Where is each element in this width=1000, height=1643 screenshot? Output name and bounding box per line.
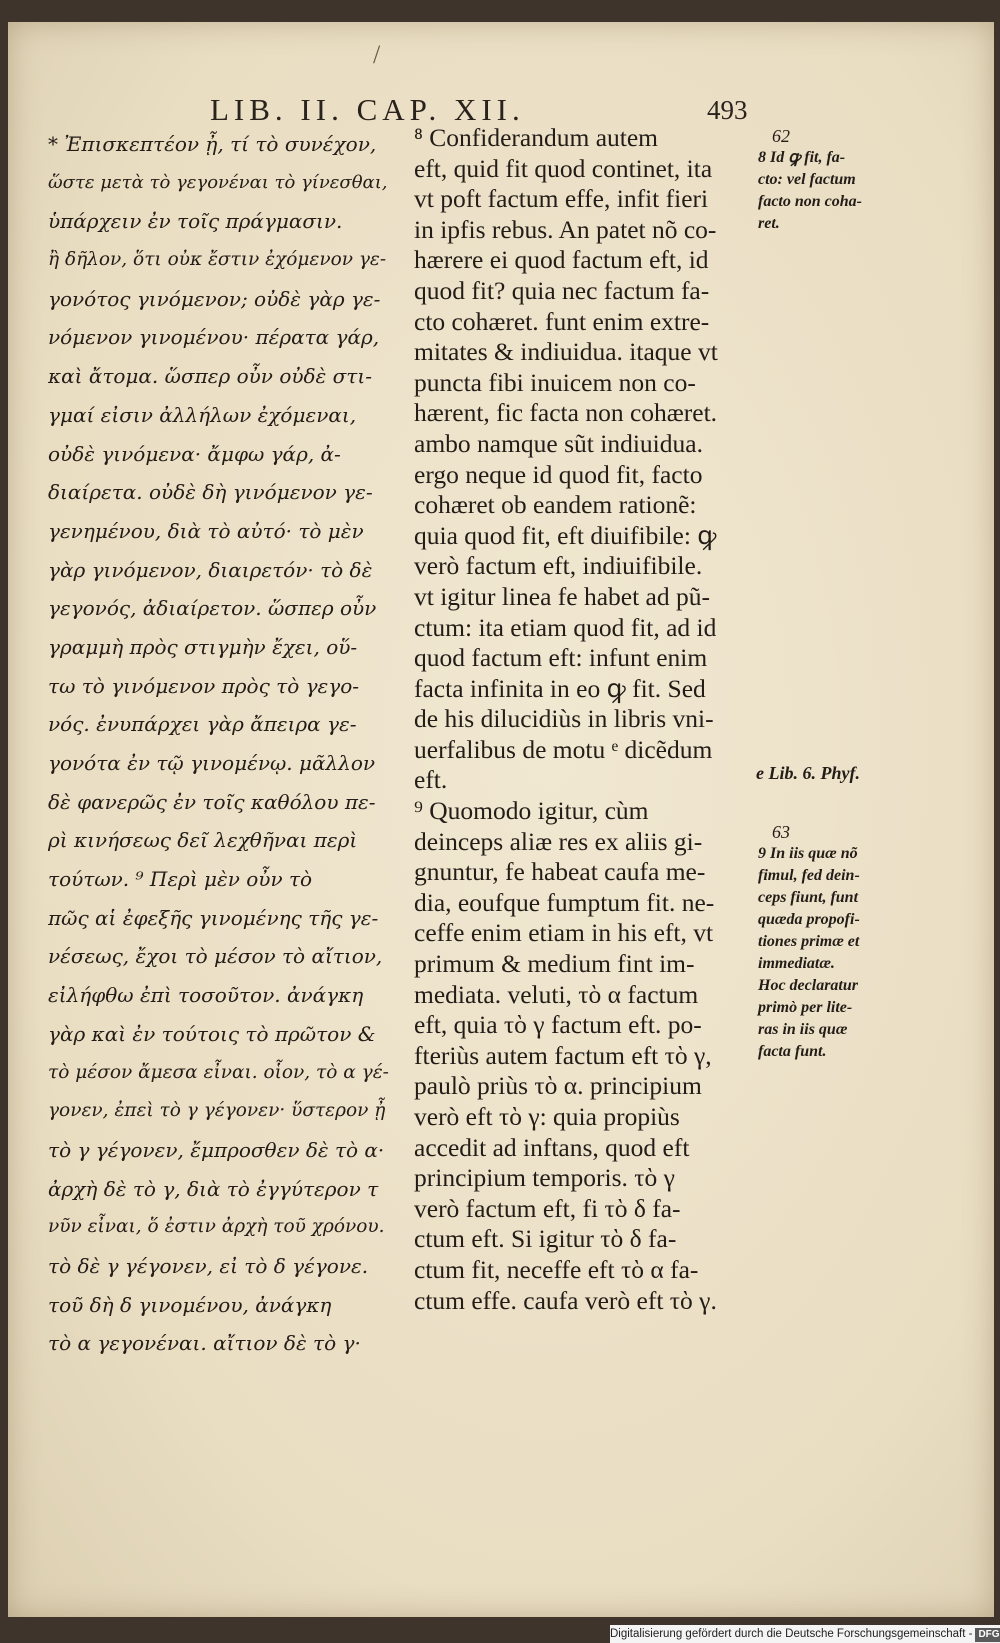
text-line: quod factum eft: infunt enim bbox=[414, 643, 708, 673]
text-line: verò eft τὸ γ: quia propiùs bbox=[414, 1102, 680, 1131]
note-line: ret. bbox=[758, 215, 780, 232]
text-line: νόμενον γινομένου· πέρατα γάρ, bbox=[48, 325, 380, 350]
text-line: quod fit? quia nec factum fa- bbox=[414, 275, 710, 305]
text-line: mitates & indiuidua. itaque vt bbox=[414, 337, 718, 367]
text-line: γονότα ἐν τῷ γινομένῳ. μᾶλλον bbox=[48, 751, 376, 775]
note-line: immediatæ. bbox=[758, 955, 835, 972]
text-line: eft, quia τὸ γ factum eft. po- bbox=[414, 1010, 702, 1040]
text-line: γμαί εἰσιν ἀλλήλων ἐχόμεναι, bbox=[48, 402, 357, 427]
text-line: εἰλήφθω ἐπὶ τοσοῦτον. ἀνάγκη bbox=[48, 983, 364, 1008]
text-line: uerfalibus de motu ᵉ dicẽdum bbox=[414, 734, 713, 764]
running-title: LIB. II. CAP. XII. bbox=[210, 92, 525, 127]
text-line: γονότος γινόμενον; οὐδὲ γὰρ γε- bbox=[48, 286, 381, 311]
note-line: ceps fiunt, funt bbox=[758, 889, 859, 906]
text-line: τω τὸ γινόμενον πρὸς τὸ γεγο- bbox=[48, 673, 360, 698]
page-number: 493 bbox=[707, 95, 748, 125]
text-line: cohæret ob eandem rationẽ: bbox=[414, 490, 697, 520]
text-line: hærent, fic facta non cohæret. bbox=[414, 398, 718, 428]
text-line: ὥστε μετὰ τὸ γεγονέναι τὸ γίνεσθαι, bbox=[48, 171, 388, 193]
text-line: fteriùs autem factum eft τὸ γ, bbox=[414, 1040, 712, 1070]
text-line: gnuntur, fe habeat caufa me- bbox=[414, 857, 706, 887]
text-line: vt poft factum effe, infit fieri bbox=[414, 184, 709, 214]
text-line: ergo neque id quod fit, facto bbox=[414, 459, 703, 489]
text-line: νῦν εἶναι, ὅ ἐστιν ἀρχὴ τοῦ χρόνου. bbox=[48, 1216, 385, 1238]
text-line: τὸ α γεγονέναι. αἴτιον δὲ τὸ γ· bbox=[48, 1331, 361, 1356]
margin-note-62 bbox=[758, 126, 862, 235]
note-line: primò per lite- bbox=[758, 999, 853, 1016]
note-line: 9 In iis quæ nõ bbox=[758, 845, 858, 862]
text-line: hærere ei quod factum eft, id bbox=[414, 245, 709, 275]
text-line: accedit ad inftans, quod eft bbox=[414, 1132, 690, 1162]
text-line: quia quod fit, eft diuifibile: ꝙ bbox=[414, 520, 717, 550]
note-line: 8 Id ꝙ fit, fa- bbox=[758, 149, 846, 166]
margin-note-text bbox=[758, 147, 862, 235]
note-line: quæda propofi- bbox=[758, 911, 860, 928]
text-line: deinceps aliæ res ex aliis gi- bbox=[414, 826, 703, 856]
text-line: facta infinita in eo ꝙ fit. Sed bbox=[414, 673, 706, 703]
greek-text-column bbox=[48, 125, 393, 1363]
note-line: fimul, fed dein- bbox=[758, 867, 860, 884]
text-line: paulò priùs τὸ α. principium bbox=[414, 1071, 702, 1101]
note-line: tiones primæ et bbox=[758, 933, 860, 950]
text-line: vt igitur linea fe habet ad pũ- bbox=[414, 581, 710, 611]
text-line: de his dilucidiùs in libris vni- bbox=[414, 704, 714, 734]
margin-note-text: e Lib. 6. Phyf. bbox=[756, 763, 860, 783]
text-line: ὑπάρχειν ἐν τοῖς πράγμασιν. bbox=[48, 209, 343, 234]
note-line: facto non coha- bbox=[758, 193, 862, 210]
text-line: puncta fibi inuicem non co- bbox=[414, 367, 696, 397]
dfg-logo: DFG bbox=[975, 1628, 1000, 1642]
text-line: πῶς αἱ ἐφεξῆς γινομένης τῆς γε- bbox=[48, 905, 379, 930]
text-line: ἢ δῆλον, ὅτι οὐκ ἔστιν ἐχόμενον γε- bbox=[48, 249, 387, 271]
text-line: ctum effe. caufa verò eft τὸ γ. bbox=[414, 1285, 717, 1315]
text-line: γονεν, ἐπεὶ τὸ γ γέγονεν· ὕστερον ᾖ bbox=[48, 1100, 386, 1122]
text-line: τὸ γ γέγονεν, ἔμπροσθεν δὲ τὸ α· bbox=[48, 1137, 385, 1162]
text-line: οὐδὲ γινόμενα· ἄμφω γάρ, ἀ- bbox=[48, 441, 341, 466]
text-line: primum & medium fint im- bbox=[414, 949, 695, 979]
text-line: ctum fit, neceffe eft τὸ α fa- bbox=[414, 1254, 699, 1284]
text-line: δὲ φανερῶς ἐν τοῖς καθόλου πε- bbox=[48, 789, 376, 814]
margin-note-number: 63 bbox=[772, 822, 790, 842]
text-line: ⁹ Quomodo igitur, cùm bbox=[414, 796, 649, 826]
note-line: facta funt. bbox=[758, 1043, 827, 1060]
footer-credit bbox=[610, 1625, 1000, 1643]
text-line: διαίρετα. οὐδὲ δὴ γινόμενον γε- bbox=[48, 480, 373, 505]
text-line: νός. ἐνυπάρχει γὰρ ἄπειρα γε- bbox=[48, 712, 357, 737]
text-line: dia, eoufque fumptum fit. ne- bbox=[414, 887, 715, 917]
text-line: mediata. veluti, τὸ α factum bbox=[414, 979, 699, 1009]
margin-note-number: 62 bbox=[772, 126, 790, 146]
pen-mark: / bbox=[373, 40, 381, 69]
text-line: verò factum eft, indiuifibile. bbox=[414, 551, 703, 581]
margin-note-63 bbox=[758, 822, 860, 1063]
text-line: ambo namque sũt indiuidua. bbox=[414, 428, 703, 458]
text-line: τὸ μέσον ἄμεσα εἶναι. οἷον, τὸ α γέ- bbox=[48, 1061, 389, 1083]
text-line: * Ἐπισκεπτέον ᾖ, τί τὸ συνέχον, bbox=[48, 132, 377, 156]
text-line: ⁸ Confiderandum autem bbox=[414, 123, 658, 152]
text-line: ἀρχὴ δὲ τὸ γ, διὰ τὸ ἐγγύτερον τ bbox=[48, 1176, 379, 1201]
note-line: cto: vel factum bbox=[758, 171, 856, 188]
text-line: ceffe enim etiam in his eft, vt bbox=[414, 918, 714, 948]
text-line: γὰρ καὶ ἐν τούτοις τὸ πρῶτον & bbox=[48, 1021, 376, 1046]
text-line: principium temporis. τὸ γ bbox=[414, 1163, 675, 1193]
text-line: τὸ δὲ γ γέγονεν, εἰ τὸ δ γέγονε. bbox=[48, 1253, 369, 1278]
latin-text-column bbox=[414, 123, 759, 1316]
text-line: καὶ ἄτομα. ὥσπερ οὖν οὐδὲ στι- bbox=[48, 364, 372, 389]
text-line: verò factum eft, fi τὸ δ fa- bbox=[414, 1193, 681, 1223]
text-line: γὰρ γινόμενον, διαιρετόν· τὸ δὲ bbox=[48, 557, 373, 582]
note-line: Hoc declaratur bbox=[758, 977, 858, 994]
text-line: γραμμὴ πρὸς στιγμὴν ἔχει, οὕ- bbox=[48, 634, 358, 659]
margin-note-text bbox=[758, 843, 860, 1063]
text-line: τούτων. ⁹ Περὶ μὲν οὖν τὸ bbox=[48, 867, 313, 892]
text-line: ρὶ κινήσεως δεῖ λεχθῆναι περὶ bbox=[48, 828, 358, 853]
margin-note-reference bbox=[756, 762, 860, 784]
text-line: γενημένου, διὰ τὸ αὐτό· τὸ μὲν bbox=[48, 518, 364, 543]
text-line: eft, quid fit quod continet, ita bbox=[414, 153, 713, 183]
text-line: ctum eft. Si igitur τὸ δ fa- bbox=[414, 1224, 677, 1254]
text-line: cto cohæret. funt enim extre- bbox=[414, 306, 710, 336]
text-line: γεγονός, ἀδιαίρετον. ὥσπερ οὖν bbox=[48, 596, 377, 621]
note-line: ras in iis quæ bbox=[758, 1021, 848, 1038]
text-line: ctum: ita etiam quod fit, ad id bbox=[414, 612, 717, 642]
text-line: eft. bbox=[414, 765, 448, 795]
text-line: τοῦ δὴ δ γινομένου, ἀνάγκη bbox=[48, 1292, 332, 1317]
text-line: in ipfis rebus. An patet nõ co- bbox=[414, 214, 717, 244]
footer-text: Digitalisierung gefördert durch die Deutsche Forschungsgemeinschaft - bbox=[610, 1628, 973, 1640]
text-line: νέσεως, ἔχοι τὸ μέσον τὸ αἴτιον, bbox=[48, 944, 383, 969]
